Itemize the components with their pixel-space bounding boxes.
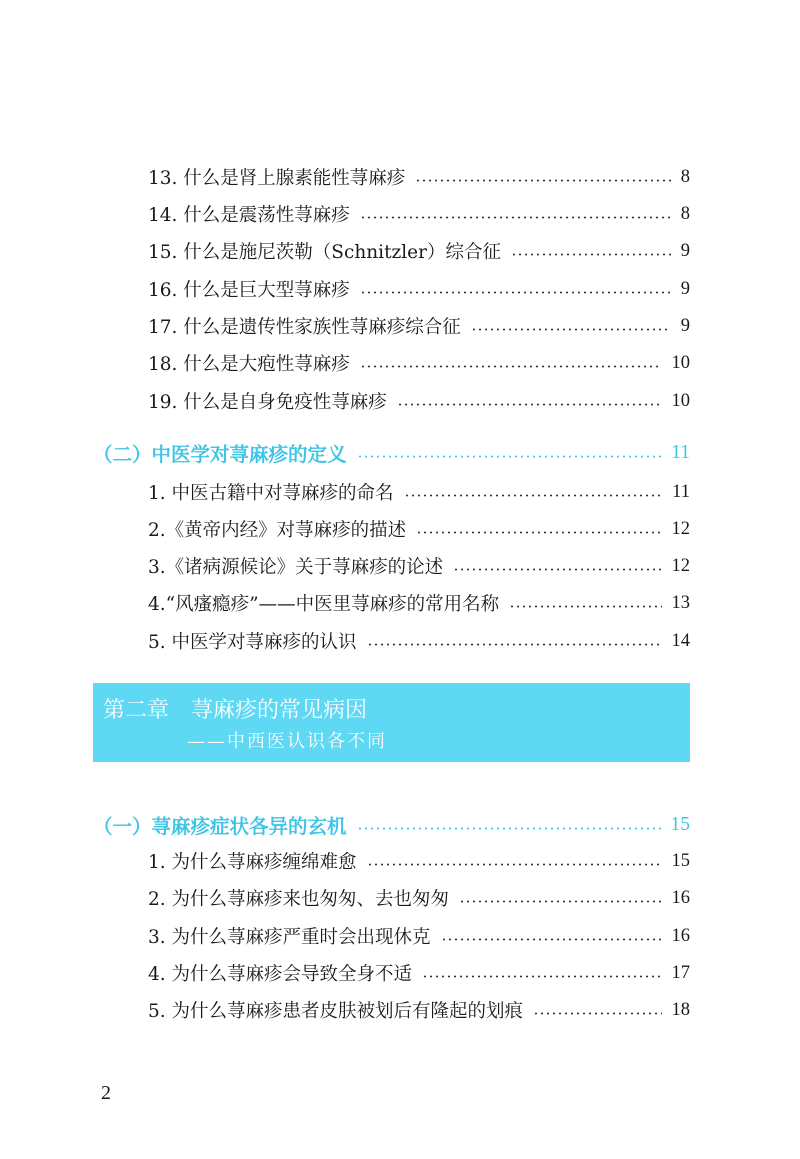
toc-section-heading[interactable]	[93, 810, 690, 840]
page-number: 2	[101, 1082, 111, 1104]
toc-entry[interactable]	[148, 921, 690, 951]
toc-entry[interactable]	[148, 274, 690, 304]
toc-entry-title: 2. 为什么荨麻疹来也匆匆、去也匆匆	[148, 889, 450, 910]
toc-entry[interactable]	[148, 995, 690, 1025]
toc-section-title: （二）中医学对荨麻疹的定义	[93, 443, 347, 466]
toc-leader-dots	[357, 827, 661, 830]
toc-entry-page: 9	[680, 315, 690, 336]
toc-entry-title: 15. 什么是施尼茨勒（Schnitzler）综合征	[148, 242, 501, 263]
toc-leader-dots	[416, 531, 661, 534]
toc-entry-title: 19. 什么是自身免疫性荨麻疹	[148, 392, 387, 413]
toc-entry-title: 17. 什么是遗传性家族性荨麻疹综合征	[148, 317, 461, 338]
toc-leader-dots	[367, 643, 662, 646]
toc-entry[interactable]	[148, 514, 690, 544]
toc-entry-title: 14. 什么是震荡性荨麻疹	[148, 205, 350, 226]
toc-entry[interactable]	[148, 551, 690, 581]
toc-leader-dots	[360, 365, 662, 368]
toc-entry-title: 1. 为什么荨麻疹缠绵难愈	[148, 852, 357, 873]
toc-entry[interactable]	[148, 311, 690, 341]
toc-entry-page: 10	[671, 352, 690, 373]
toc-entry-title: 18. 什么是大疱性荨麻疹	[148, 354, 350, 375]
toc-entry[interactable]	[148, 958, 690, 988]
toc-leader-dots	[453, 568, 661, 571]
toc-entry-title: 13. 什么是肾上腺素能性荨麻疹	[148, 168, 406, 189]
toc-entry-page: 12	[671, 518, 690, 539]
toc-leader-dots	[471, 328, 671, 331]
chapter-subtitle: ——中西医认识各不同	[187, 731, 387, 752]
toc-entry-page: 17	[671, 962, 690, 983]
toc-entry-page: 13	[671, 592, 690, 613]
toc-entry-page: 14	[671, 630, 690, 651]
toc-entry-title: 3.《诸病源候论》关于荨麻疹的论述	[148, 557, 444, 578]
toc-entry-page: 15	[671, 850, 690, 871]
toc-entry-title: 1. 中医古籍中对荨麻疹的命名	[148, 483, 394, 504]
toc-leader-dots	[422, 975, 661, 978]
toc-leader-dots	[360, 291, 671, 294]
toc-entry-title: 16. 什么是巨大型荨麻疹	[148, 280, 350, 301]
toc-entry[interactable]	[148, 883, 690, 913]
toc-entry-page: 16	[671, 887, 690, 908]
toc-entry-page: 8	[680, 166, 690, 187]
toc-entry-page: 9	[680, 278, 690, 299]
toc-section-page: 15	[670, 814, 690, 835]
toc-entry-page: 12	[671, 555, 690, 576]
toc-entry-title: 3. 为什么荨麻疹严重时会出现休克	[148, 927, 431, 948]
toc-entry-title: 5. 中医学对荨麻疹的认识	[148, 632, 357, 653]
toc-entry-page: 10	[671, 390, 690, 411]
toc-leader-dots	[533, 1012, 661, 1015]
toc-entry[interactable]	[148, 386, 690, 416]
toc-entry-title: 4. 为什么荨麻疹会导致全身不适	[148, 964, 413, 985]
toc-entry-title: 4.“风瘙瘾疹”——中医里荨麻疹的常用名称	[148, 594, 500, 615]
toc-entry[interactable]	[148, 199, 690, 229]
chapter-banner[interactable]	[93, 683, 690, 762]
toc-entry-page: 18	[671, 999, 690, 1020]
toc-section-title: （一）荨麻疹症状各异的玄机	[93, 815, 347, 838]
toc-entry-title: 2.《黄帝内经》对荨麻疹的描述	[148, 520, 407, 541]
toc-leader-dots	[360, 216, 671, 219]
toc-entry[interactable]	[148, 236, 690, 266]
toc-leader-dots	[415, 179, 670, 182]
chapter-title: 第二章 荨麻疹的常见病因	[103, 698, 368, 723]
toc-section-page: 11	[671, 442, 690, 463]
toc-entry[interactable]	[148, 348, 690, 378]
toc-entry-page: 8	[680, 203, 690, 224]
toc-section-heading[interactable]	[93, 438, 690, 468]
toc-entry-page: 11	[672, 481, 690, 502]
toc-leader-dots	[509, 605, 661, 608]
toc-entry[interactable]	[148, 162, 690, 192]
toc-entry[interactable]	[148, 846, 690, 876]
toc-entry[interactable]	[148, 626, 690, 656]
toc-entry-page: 16	[671, 925, 690, 946]
toc-entry[interactable]	[148, 588, 690, 618]
toc-leader-dots	[397, 403, 662, 406]
toc-leader-dots	[367, 863, 662, 866]
toc-leader-dots	[511, 253, 671, 256]
toc-leader-dots	[459, 900, 661, 903]
toc-entry[interactable]	[148, 477, 690, 507]
toc-leader-dots	[404, 494, 663, 497]
toc-leader-dots	[441, 938, 662, 941]
toc-leader-dots	[357, 455, 662, 458]
toc-entry-page: 9	[680, 240, 690, 261]
toc-entry-title: 5. 为什么荨麻疹患者皮肤被划后有隆起的划痕	[148, 1001, 524, 1022]
